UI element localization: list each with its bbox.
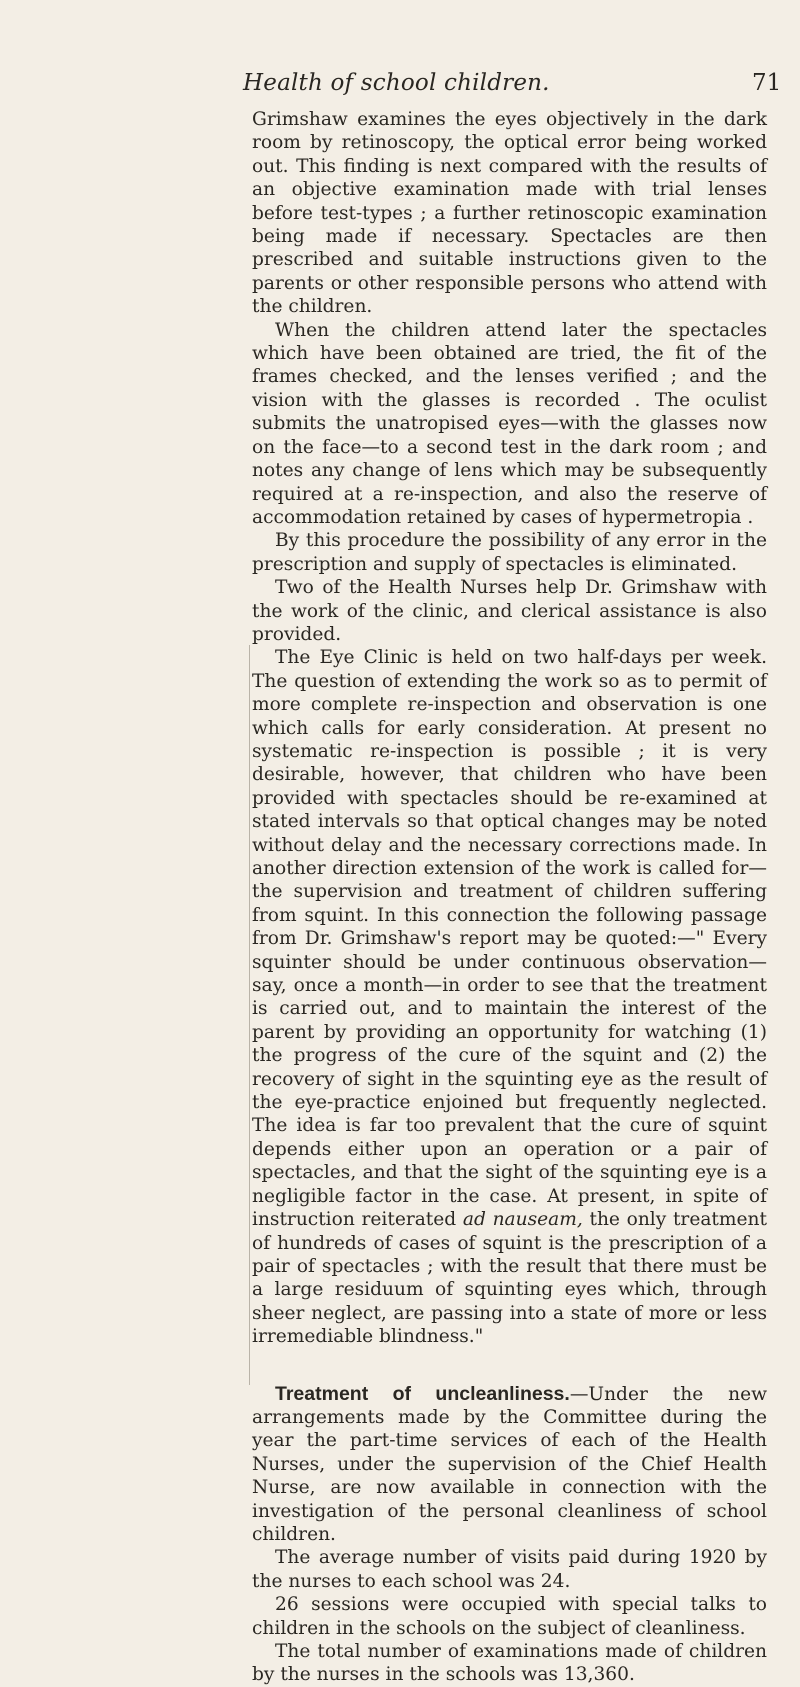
margin-rule — [249, 645, 250, 1385]
section-gap — [252, 1349, 767, 1383]
eye-clinic-text-continued: the only treatment of hundreds of cases of squint is the prescription of a pair of spectacles ; with the result that there must be a large residuum of squinting eyes which, through sheer neglect, are passing into a state of more or less irremediable blindness." — [252, 1209, 767, 1348]
paragraph-examinations: The total number of examinations made of children by the nurses in the schools was 13,360. — [252, 1641, 767, 1686]
paragraph-visits: The average number of visits paid during 1920 by the nurses to each school was 24. — [252, 1547, 767, 1592]
italic-phrase: ad nauseam, — [462, 1209, 583, 1231]
paragraph-health-nurses: Two of the Health Nurses help Dr. Grimshaw with the work of the clinic, and clerical assistance is also provided. — [252, 577, 767, 645]
page-header — [0, 70, 800, 102]
paragraph-sessions: 26 sessions were occupied with special talks to children in the schools on the subject of cleanliness. — [252, 1594, 767, 1639]
body-text — [252, 108, 767, 1687]
running-title: Health of school children. — [243, 70, 550, 96]
paragraph-spectacle-check: When the children attend later the spectacles which have been obtained are tried, the fit of the frames checked, and the lenses verified ; and the vision with the glasses is recorded . The oculist submits the unatropised eyes—with the glasses now on the face—to a second test in the dark room ; and notes any change of lens which may be subsequently required at a re-inspection, and also the reserve of accommodation retained by cases of hypermetropia . — [252, 319, 767, 528]
uncleanliness-text: —Under the new arrangements made by the Committee during the year the part-time services of each of the Health Nurses, under the supervision of the Chief Health Nurse, are now available in connection with the investigation of the personal cleanliness of school children. — [252, 1383, 767, 1545]
page-number: 71 — [752, 70, 782, 96]
paragraph-eye-clinic — [252, 646, 767, 1348]
paragraph-procedure: By this procedure the possibility of any error in the prescription and supply of spectacles is eliminated. — [252, 530, 767, 575]
section-heading: Treatment of uncleanliness. — [275, 1382, 570, 1405]
paragraph-eye-examination: Grimshaw examines the eyes objectively in the dark room by retinoscopy, the optical error being worked out. This finding is next compared with the results of an objective examination made with trial lenses before test-types ; a further retinoscopic examination being made if necessary. Spectacles are then prescribed and suitable instructions given to the parents or other responsible persons who attend with the children. — [252, 109, 767, 318]
eye-clinic-text: The Eye Clinic is held on two half-days per week. The question of extending the work so as to permit of more complete re-inspection and observation is one which calls for early consideration. At present no systematic re-inspection is possible ; it is very desirable, however, that children who have been provided with spectacles should be re-examined at stated intervals so that optical changes may be noted without delay and the necessary corrections made. In another direction extension of the work is called for—the supervision and treatment of children suffering from squint. In this connection the following passage from Dr. Grimshaw's report may be quoted:—" Every squinter should be under continuous observation—say, once a month—in order to see that the treatment is carried out, and to maintain the interest of the parent by providing an opportunity for watching (1) the progress of the cure of the squint and (2) the recovery of sight in the squinting eye as the result of the eye-practice enjoined but frequently neglected. The idea is far too prevalent that the cure of squint depends either upon an operation or a pair of spectacles, and that the sight of the squinting eye is a negligible factor in the case. At present, in spite of instruction reiterated — [252, 647, 767, 1231]
paragraph-uncleanliness — [252, 1383, 767, 1547]
